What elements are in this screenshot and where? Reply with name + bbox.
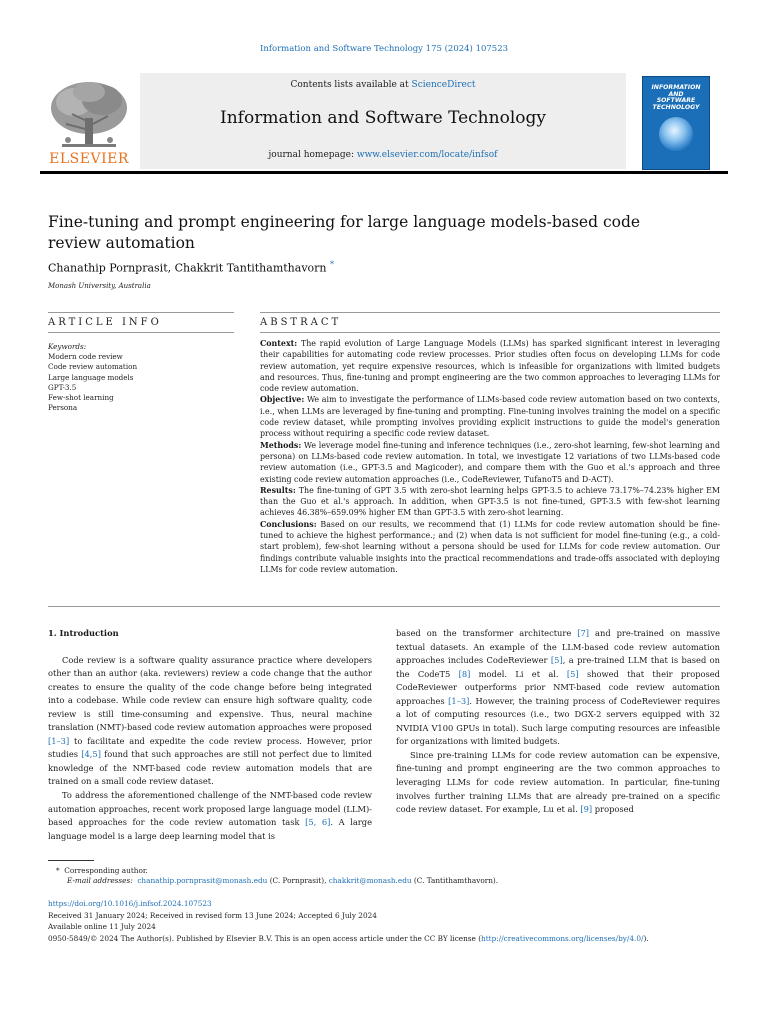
publication-meta [48,898,728,944]
email-link[interactable]: chanathip.pornprasit@monash.edu [137,876,268,885]
citation-link[interactable]: [5, 6] [305,817,331,828]
authors [48,260,334,275]
keyword: GPT-3.5 [48,382,77,392]
footnote-rule [48,860,94,861]
keyword: Code review automation [48,362,138,372]
cover-globe-icon [659,117,693,151]
citation-link[interactable]: [9] [580,804,593,815]
abstract-results: Results: The fine-tuning of GPT 3.5 with zero-shot learning helps GPT-3.5 to achieve 73.17%–74.23% higher EM than the Guo et al.'s approach. In addition, when GPT-3.5 is not fine-tuned, GPT-3.5 with few-shot learning achieves 46.38%–659.09% higher EM than GPT-3.5 with zero-shot learning. [260,485,720,518]
citation-link[interactable]: [1–3] [448,695,470,706]
email-link[interactable]: chakkrit@monash.edu [328,876,412,885]
homepage-prefix: journal homepage: [268,150,357,160]
citation-link[interactable]: [1–3] [48,735,70,746]
keywords-block [48,342,218,413]
journal-title: Information and Software Technology [220,108,546,128]
abstract-rule [260,312,720,313]
citation-link[interactable]: [7] [577,628,590,638]
body-column-left [48,627,372,843]
online-date: Available online 11 July 2024 [48,922,156,931]
citation-link[interactable]: [5] [566,668,579,679]
homepage-line [140,150,626,160]
doi-link[interactable]: https://doi.org/10.1016/j.infsof.2024.107523 [48,899,212,908]
abstract-context: Context: The rapid evolution of Large Language Models (LLMs) has sparked significant interest in leveraging their capabilities for automating code review processes. Prior studies often focus on developing LLMs for code review automation, yet require expensive resources, which is infeasible for organizations with limited budgets and resources. Thus, fine-tuning and prompt engineering are the two common approaches to leveraging LLMs for code review automation. [260,339,720,394]
keyword: Modern code review [48,352,123,362]
author-names: Chanathip Pornprasit, Chakkrit Tantithamthavorn [48,261,327,275]
abstract-methods: Methods: We leverage model fine-tuning and inference techniques (i.e., zero-shot learning, few-shot learning and persona) on LLMs-based code review automation. In total, we investigate 12 variations of two LLMs-based code review automation (i.e., GPT-3.5 and Magicoder), and compare them with the Guo et al.'s approach and three existing code review automation approaches (i.e., CodeReviewer, TufanoT5 and D-ACT). [260,440,720,484]
masthead-rule [40,171,728,174]
section-heading: 1. Introduction [48,628,119,638]
email-label: E-mail addresses: [67,876,133,885]
contents-prefix: Contents lists available at [290,80,412,90]
keyword: Few-shot learning [48,393,114,403]
abstract-objective: Objective: We aim to investigate the performance of LLMs-based code review automation based on two contexts, i.e., when LLMs are leveraged by fine-tuning and prompting. Fine-tuning involves training the model on a specific code review dataset, while prompting involves providing explicit instructions to guide the model's generation process without requiring a specific code review dataset. [260,395,720,439]
citation-link[interactable]: [4,5] [81,749,101,760]
paragraph: based on the transformer architecture [7] and pre-trained on massive textual datasets. An example of the LLM-based code review automation approaches includes CodeReviewer [5], a pre-trained LLM that is based on the CodeT5 [8] model. Li et al. [5] showed that their proposed CodeReviewer outperforms prior NMT-based code review automation approaches [1–3]. However, the training process of CodeReviewer requires a lot of computing resources (i.e., two DGX-2 servers equipped with 32 NVIDIA V100 GPUs in total). Such large computing resources are infeasible for organizations with limited budgets. [396,628,721,747]
paragraph: To address the aforementioned challenge of the NMT-based code review automation approaches, recent work proposed large language model (LLM)-based approaches for the code review automation task [5, 6]. A large language model is a large deep learning model that is [48,790,372,841]
homepage-link[interactable]: www.elsevier.com/locate/infsof [356,150,498,160]
affiliation: Monash University, Australia [48,282,151,290]
journal-cover [642,76,710,170]
elsevier-wordmark: ELSEVIER [49,151,129,167]
corresponding-mark[interactable]: * [330,260,335,269]
license-line: 0950-5849/© 2024 The Author(s). Published by Elsevier B.V. This is an open access article under the CC BY license (http://creativecommons.org/licenses/by/4.0/). [48,933,649,943]
article-info-heading: ARTICLE INFO [48,317,162,328]
paragraph: Code review is a software quality assurance practice where developers other than an author (aka. reviewers) review a code change that the author creates to ensure the quality of the code change before being integrated into a codebase. While code review can ensure high software quality, code review is still time-consuming and expensive. Thus, neural machine translation (NMT)-based code review automation approaches were proposed [1–3] to facilitate and expedite the code review process. However, prior studies [4,5] found that such approaches are still not perfect due to limited knowledge of the NMT-based code review automation models that are trained on a small code review dataset. [48,654,372,787]
abstract-heading: ABSTRACT [260,317,342,328]
footnote-corresponding: Corresponding author. [64,866,148,875]
article-info-rule-bottom [48,332,234,333]
keyword: Large language models [48,372,134,382]
sciencedirect-link[interactable]: ScienceDirect [411,80,476,90]
received-dates: Received 31 January 2024; Received in revised form 13 June 2024; Accepted 6 July 2024 [48,910,377,920]
paragraph: Since pre-training LLMs for code review automation can be expensive, fine-tuning and prompt engineering are the two common approaches to leveraging LLMs for code review automation. In particular, fine-tuning involves further training LLMs that are already pre-trained on a specific code review dataset. For example, Lu et al. [9] proposed [396,749,720,815]
citation-link[interactable]: [8] [458,668,471,679]
contents-line [140,80,626,90]
citation-link[interactable]: [5] [550,655,563,666]
body-rule [48,606,720,607]
footnote-mark: * [56,866,60,875]
keyword: Persona [48,403,78,413]
running-head: Information and Software Technology 175 (2024) 107523 [259,44,509,54]
abstract-body [260,338,720,575]
abstract-rule-bottom [260,332,720,333]
body-column-right [396,627,720,817]
keywords-label: Keywords: [48,342,87,351]
article-info-rule [48,312,234,313]
cover-title: INFORMATION AND SOFTWARE TECHNOLOGY [651,84,701,111]
abstract-conclusions: Conclusions: Based on our results, we recommend that (1) LLMs for code review automation should be fine-tuned to achieve the highest performance.; and (2) when data is not sufficient for model fine-tuning (e.g., a cold-start problem), few-shot learning without a persona should be used for LLMs for code review automation. Our findings contribute valuable insights into the practical recommendations and trade-offs associated with deploying LLMs for code review automation. [260,519,720,574]
footnote: * Corresponding author. E-mail addresses: chanathip.pornprasit@monash.edu (C. Pornprasit), chakkrit@monash.edu (C. Tantithamthavorn). [56,866,499,885]
article-title: Fine-tuning and prompt engineering for large language models-based code review automation [48,213,641,252]
license-link[interactable]: http://creativecommons.org/licenses/by/4.0/ [481,933,644,943]
